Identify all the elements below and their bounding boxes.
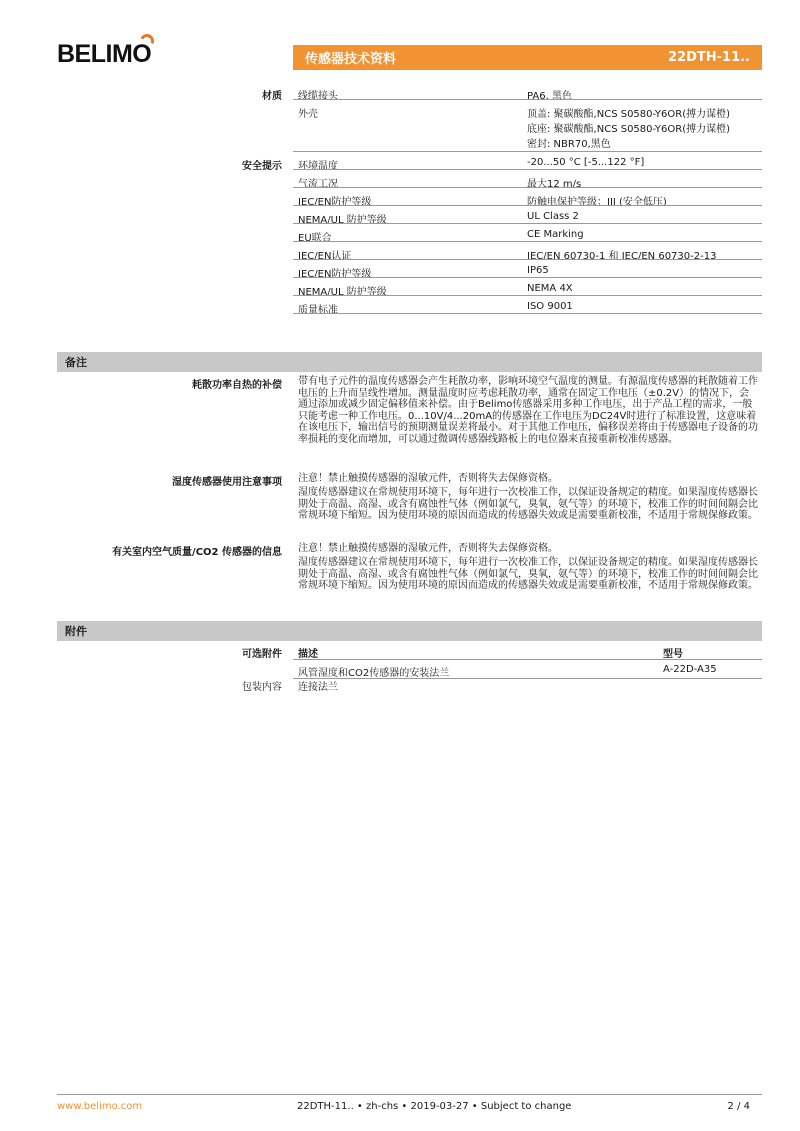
accessories-band: 附件	[57, 621, 762, 641]
accessories-section	[57, 645, 762, 705]
spec-label: IEC/EN防护等级	[298, 269, 372, 280]
spec-value: ISO 9001	[527, 301, 573, 312]
spec-value: CE Marking	[527, 229, 584, 240]
footer-website-link[interactable]: www.belimo.com	[57, 1101, 143, 1112]
notes-band: 备注	[57, 352, 762, 372]
note-paragraph: 注意！禁止触摸传感器的湿敏元件，否则将失去保修资格。	[298, 543, 558, 554]
spec-label: EU联合	[298, 233, 332, 244]
spec-label: NEMA/UL 防护等级	[298, 215, 387, 226]
optional-accessories-label: 可选附件	[242, 649, 282, 660]
col-model-header: 型号	[663, 649, 683, 660]
note-paragraph: 湿度传感器建议在常规使用环境下，每年进行一次校准工作，以保证设备规定的精度。如果湿度传感器长期处于高温、高湿、或含有腐蚀性气体（例如氯气，臭氧，氨气等）的环境下，校准工作的时间间隔会比常规环境下缩短。因为使用环境的原因而造成的传感器失效或是需要重新校准，不适用于常规保修政策。	[298, 487, 758, 521]
spec-value: NEMA 4X	[527, 283, 573, 294]
doc-code: 22DTH-11..	[668, 50, 750, 65]
notes-section	[57, 376, 762, 616]
note-category: 湿度传感器使用注意事项	[172, 477, 282, 488]
footer-page-number: 2 / 4	[727, 1101, 750, 1112]
spec-label: 质量标准	[298, 305, 338, 316]
spec-value: 密封: NBR70,黑色	[527, 139, 611, 150]
note-category: 耗散功率自热的补偿	[192, 380, 282, 391]
col-desc-header: 描述	[298, 649, 318, 660]
note-paragraph: 湿度传感器建议在常规使用环境下，每年进行一次校准工作，以保证设备规定的精度。如果湿度传感器长期处于高温、高湿、或含有腐蚀性气体（例如氯气，臭氧，氨气等）的环境下，校准工作的时间间隔会比常规环境下缩短。因为使用环境的原因而造成的传感器失效或是需要重新校准，不适用于常规保修政策。	[298, 557, 758, 591]
accessory-model: A-22D-A35	[663, 664, 717, 675]
spec-value: IEC/EN 60730-1 和 IEC/EN 60730-2-13	[527, 251, 717, 262]
spec-value: PA6, 黑色	[527, 91, 572, 102]
spec-label: NEMA/UL 防护等级	[298, 287, 387, 298]
spec-label: IEC/EN认证	[298, 251, 352, 262]
spec-label: IEC/EN防护等级	[298, 197, 372, 208]
note-paragraph: 带有电子元件的温度传感器会产生耗散功率，影响环境空气温度的测量。有源温度传感器的耗散随着工作电压的上升而呈线性增加。测量温度时应考虑耗散功率，通常在固定工作电压（±0.2V）的情况下，会通过添加或减少固定偏移值来补偿。由于Belimo传感器采用多种工作电压，出于产品工程的需求，一般只能考虑一种工作电压。0...10V/4...20mA的传感器在工作电压为DC24V时进行了标准设置，这意味着在该电压下，输出信号的预期测量误差将最小。对于其他工作电压，偏移误差将由于传感器电子设备的功率损耗的变化而增加，可以通过微调传感器线路板上的电位器来直接重新校准传感器。	[298, 376, 758, 445]
header-bar	[293, 45, 762, 70]
spec-category: 安全提示	[242, 161, 282, 172]
specs-table	[57, 80, 762, 330]
footer-doc-info: 22DTH-11.. • zh-chs • 2019-03-27 • Subject to change	[297, 1101, 572, 1112]
doc-title: 传感器技术资料	[305, 52, 397, 67]
spec-label: 外壳	[298, 109, 318, 120]
spec-value: IP65	[527, 265, 549, 276]
spec-value: -20...50 °C [-5...122 °F]	[527, 157, 645, 168]
spec-label: 环境温度	[298, 161, 338, 172]
spec-category: 材质	[262, 91, 282, 102]
note-paragraph: 注意！禁止触摸传感器的湿敏元件，否则将失去保修资格。	[298, 473, 558, 484]
spec-value: UL Class 2	[527, 211, 579, 222]
spec-label: 气流工况	[298, 179, 338, 190]
note-category: 有关室内空气质量/CO2 传感器的信息	[112, 547, 282, 558]
spec-label: 线缆接头	[298, 91, 338, 102]
footer-divider	[57, 1094, 762, 1095]
included-label: 包装内容	[242, 682, 282, 693]
spec-value: 最大12 m/s	[527, 179, 582, 190]
spec-value: 顶盖: 聚碳酸酯,NCS S0580-Y6OR(搏力谋橙)	[527, 109, 731, 120]
spec-value: 底座: 聚碳酸酯,NCS S0580-Y6OR(搏力谋橙)	[527, 124, 731, 135]
brand-logo: BELIMO	[57, 40, 152, 68]
accessory-desc: 风管湿度和CO2传感器的安装法兰	[298, 668, 450, 679]
spec-value: 防触电保护等级：III (安全低压)	[527, 197, 667, 208]
included-item: 连接法兰	[298, 682, 338, 693]
